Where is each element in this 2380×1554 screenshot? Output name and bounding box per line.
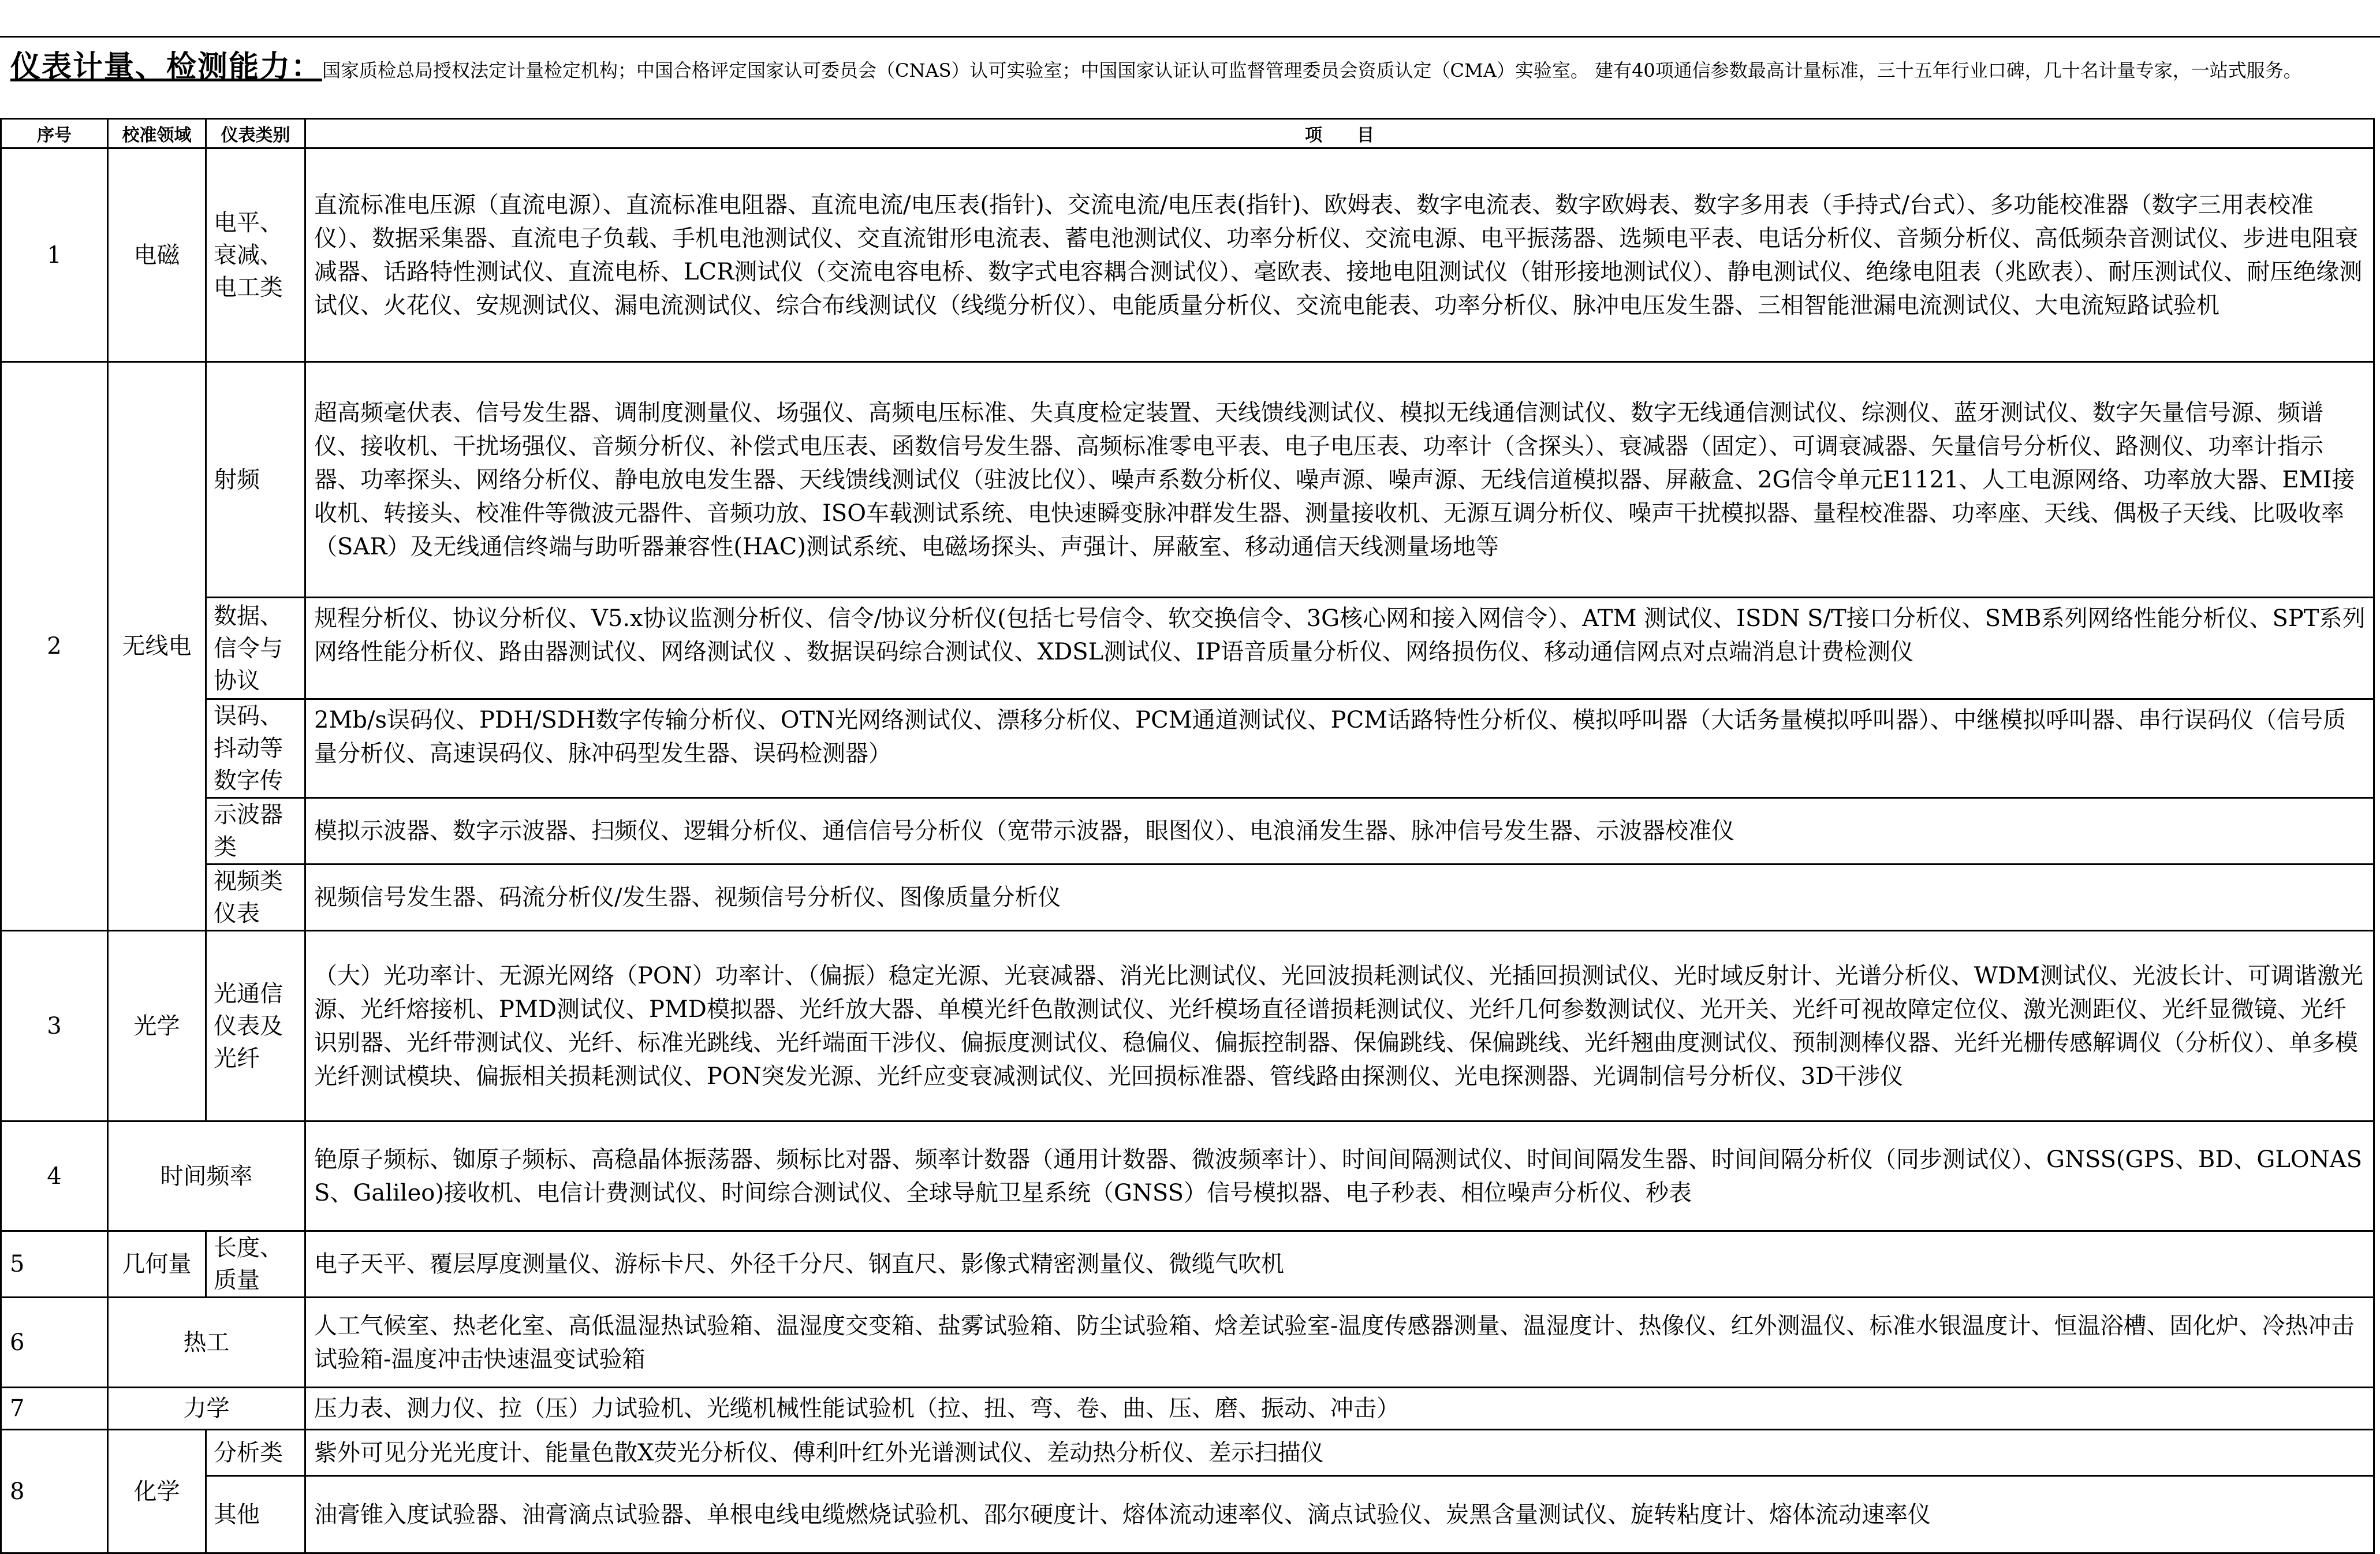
- row-domain: 光学: [108, 931, 206, 1121]
- table-row: [1, 699, 2374, 798]
- row-no: 2: [1, 362, 108, 931]
- row-items: 2Mb/s误码仪、PDH/SDH数字传输分析仪、OTN光网络测试仪、漂移分析仪、PCM通道测试仪、PCM话路特性分析仪、模拟呼叫器（大话务量模拟呼叫器）、中继模拟呼叫器、串行误码仪（信号质量分析仪、高速误码仪、脉冲码型发生器、误码检测器）: [305, 699, 2374, 798]
- table-row: [1, 1476, 2374, 1553]
- header-block: [10, 49, 2366, 84]
- row-domain: 无线电: [108, 362, 206, 931]
- row-items: （大）光功率计、无源光网络（PON）功率计、（偏振）稳定光源、光衰减器、消光比测试仪、光回波损耗测试仪、光插回损测试仪、光时域反射计、光谱分析仪、WDM测试仪、光波长计、可调谐激光源、光纤熔接机、PMD测试仪、PMD模拟器、光纤放大器、单模光纤色散测试仪、光纤模场直径谱损耗测试仪、光纤几何参数测试仪、光开关、光纤可视故障定位仪、激光测距仪、光纤显微镜、光纤识别器、光纤带测试仪、光纤、标准光跳线、光纤端面干涉仪、偏振度测试仪、稳偏仪、偏振控制器、保偏跳线、保偏跳线、光纤翘曲度测试仪、预制测棒仪器、光纤光栅传感解调仪（分析仪）、单多模光纤测试模块、偏振相关损耗测试仪、PON突发光源、光纤应变衰减测试仪、光回损标准器、管线路由探测仪、光电探测器、光调制信号分析仪、3D干涉仪: [305, 931, 2374, 1121]
- row-no: 7: [1, 1388, 108, 1430]
- row-items: 直流标准电压源（直流电源）、直流标准电阻器、直流电流/电压表(指针)、交流电流/电压表(指针)、欧姆表、数字电流表、数字欧姆表、数字多用表（手持式/台式）、多功能校准器（数字三用表校准仪）、数据采集器、直流电子负载、手机电池测试仪、交直流钳形电流表、蓄电池测试仪、功率分析仪、交流电源、电平振荡器、选频电平表、电话分析仪、音频分析仪、高低频杂音测试仪、步进电阻衰减器、话路特性测试仪、直流电桥、LCR测试仪（交流电容电桥、数字式电容耦合测试仪）、毫欧表、接地电阻测试仪（钳形接地测试仪）、静电测试仪、绝缘电阻表（兆欧表）、耐压测试仪、耐压绝缘测试仪、火花仪、安规测试仪、漏电流测试仪、综合布线测试仪（线缆分析仪）、电能质量分析仪、交流电能表、功率分析仪、脉冲电压发生器、三相智能泄漏电流测试仪、大电流短路试验机: [305, 148, 2374, 362]
- row-category: 其他: [206, 1476, 305, 1553]
- row-category: 长度、质量: [206, 1231, 305, 1298]
- row-items: 模拟示波器、数字示波器、扫频仪、逻辑分析仪、通信信号分析仪（宽带示波器，眼图仪）、电浪涌发生器、脉冲信号发生器、示波器校准仪: [305, 798, 2374, 864]
- row-items: 电子天平、覆层厚度测量仪、游标卡尺、外径千分尺、钢直尺、影像式精密测量仪、微缆气吹机: [305, 1231, 2374, 1298]
- row-items: 压力表、测力仪、拉（压）力试验机、光缆机械性能试验机（拉、扭、弯、卷、曲、压、磨、振动、冲击）: [305, 1388, 2374, 1430]
- row-category: 误码、抖动等数字传: [206, 699, 305, 798]
- table-row: [1, 1231, 2374, 1298]
- row-items: 油膏锥入度试验器、油膏滴点试验器、单根电线电缆燃烧试验机、邵尔硬度计、熔体流动速率仪、滴点试验仪、炭黑含量测试仪、旋转粘度计、熔体流动速率仪: [305, 1476, 2374, 1553]
- table-row: [1, 864, 2374, 931]
- row-items: 人工气候室、热老化室、高低温湿热试验箱、温湿度交变箱、盐雾试验箱、防尘试验箱、焓差试验室-温度传感器测量、温湿度计、热像仪、红外测温仪、标准水银温度计、恒温浴槽、固化炉、冷热冲击试验箱-温度冲击快速温变试验箱: [305, 1298, 2374, 1388]
- row-domain: 力学: [108, 1388, 305, 1430]
- row-domain: 几何量: [108, 1231, 206, 1298]
- row-items: 铯原子频标、铷原子频标、高稳晶体振荡器、频标比对器、频率计数器（通用计数器、微波频率计）、时间间隔测试仪、时间间隔发生器、时间间隔分析仪（同步测试仪）、GNSS(GPS、BD、GLONASS、Galileo)接收机、电信计费测试仪、时间综合测试仪、全球导航卫星系统（GNSS）信号模拟器、电子秒表、相位噪声分析仪、秒表: [305, 1121, 2374, 1231]
- table-row: [1, 598, 2374, 699]
- row-category: 视频类仪表: [206, 864, 305, 931]
- top-border: [0, 36, 2380, 38]
- row-category: 数据、信令与协议: [206, 598, 305, 699]
- row-domain: 热工: [108, 1298, 305, 1388]
- row-domain: 化学: [108, 1430, 206, 1553]
- row-no: 6: [1, 1298, 108, 1388]
- table-row: [1, 931, 2374, 1121]
- table-row: [1, 1298, 2374, 1388]
- col-header-items: 项 目: [305, 119, 2374, 148]
- table-row: [1, 148, 2374, 362]
- row-category: 光通信仪表及光纤: [206, 931, 305, 1121]
- row-no: 4: [1, 1121, 108, 1231]
- row-items: 超高频毫伏表、信号发生器、调制度测量仪、场强仪、高频电压标准、失真度检定装置、天线馈线测试仪、模拟无线通信测试仪、数字无线通信测试仪、综测仪、蓝牙测试仪、数字矢量信号源、频谱仪、接收机、干扰场强仪、音频分析仪、补偿式电压表、函数信号发生器、高频标准零电平表、电子电压表、功率计（含探头）、衰减器（固定）、可调衰减器、矢量信号分析仪、路测仪、功率计指示器、功率探头、网络分析仪、静电放电发生器、天线馈线测试仪（驻波比仪）、噪声系数分析仪、噪声源、噪声源、无线信道模拟器、屏蔽盒、2G信令单元E1121、人工电源网络、功率放大器、EMI接收机、转接头、校准件等微波元器件、音频功放、ISO车载测试系统、电快速瞬变脉冲群发生器、测量接收机、无源互调分析仪、噪声干扰模拟器、量程校准器、功率座、天线、偶极子天线、比吸收率（SAR）及无线通信终端与助听器兼容性(HAC)测试系统、电磁场探头、声强计、屏蔽室、移动通信天线测量场地等: [305, 362, 2374, 598]
- table-row: [1, 362, 2374, 598]
- table-row: [1, 1388, 2374, 1430]
- row-category: 分析类: [206, 1430, 305, 1476]
- row-category: 示波器类: [206, 798, 305, 864]
- row-no: 3: [1, 931, 108, 1121]
- header-description: 国家质检总局授权法定计量检定机构；中国合格评定国家认可委员会（CNAS）认可实验室；中国国家认证认可监督管理委员会资质认定（CMA）实验室。 建有40项通信参数最高计量标准，三十五年行业口碑，几十名计量专家，一站式服务。: [322, 59, 2302, 81]
- row-domain: 时间频率: [108, 1121, 305, 1231]
- table-header-row: [1, 119, 2374, 148]
- row-category: 电平、衰减、电工类: [206, 148, 305, 362]
- row-items: 视频信号发生器、码流分析仪/发生器、视频信号分析仪、图像质量分析仪: [305, 864, 2374, 931]
- table-row: [1, 1430, 2374, 1476]
- row-items: 紫外可见分光光度计、能量色散X荧光分析仪、傅利叶红外光谱测试仪、差动热分析仪、差示扫描仪: [305, 1430, 2374, 1476]
- row-items: 规程分析仪、协议分析仪、V5.x协议监测分析仪、信令/协议分析仪(包括七号信令、软交换信令、3G核心网和接入网信令）、ATM 测试仪、ISDN S/T接口分析仪、SMB系列网络性能分析仪、SPT系列网络性能分析仪、路由器测试仪、网络测试仪 、数据误码综合测试仪、XDSL测试仪、IP语音质量分析仪、网络损伤仪、移动通信网点对点端消息计费检测仪: [305, 598, 2374, 699]
- col-header-category: 仪表类别: [206, 119, 305, 148]
- row-domain: 电磁: [108, 148, 206, 362]
- capability-table: [0, 118, 2375, 1554]
- col-header-no: 序号: [1, 119, 108, 148]
- row-category: 射频: [206, 362, 305, 598]
- col-header-domain: 校准领域: [108, 119, 206, 148]
- row-no: 5: [1, 1231, 108, 1298]
- row-no: 1: [1, 148, 108, 362]
- row-no: 8: [1, 1430, 108, 1553]
- table-row: [1, 1121, 2374, 1231]
- header-title: 仪表计量、检测能力：: [10, 49, 323, 84]
- table-row: [1, 798, 2374, 864]
